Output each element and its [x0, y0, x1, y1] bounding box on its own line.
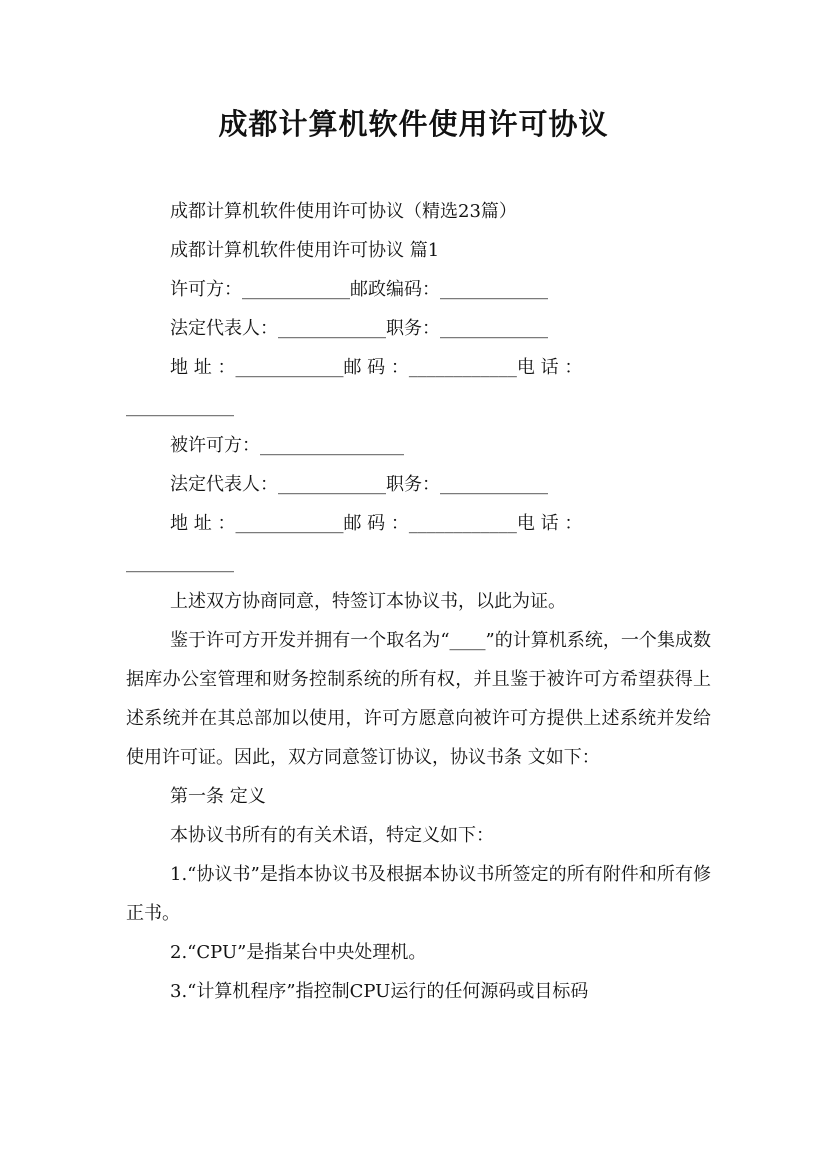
licensee-phone-blank: ____________ [126, 552, 234, 573]
document-body [126, 192, 711, 1011]
licensor-line: 许可方：____________邮政编码：____________ [170, 279, 548, 300]
licensor-address-line: 地 址 ：____________邮 码 ：____________电 话 ： [170, 357, 583, 378]
definition-item-3: 3.“计算机程序”指控制CPU运行的任何源码或目标码 [170, 981, 589, 1002]
licensee-representative-line: 法定代表人：____________职务：____________ [170, 474, 548, 495]
definition-item-2: 2.“CPU”是指某台中央处理机。 [170, 942, 427, 963]
paragraph-agreement-statement: 上述双方协商同意，特签订本协议书，以此为证。 [170, 591, 566, 612]
paragraph-chapter-heading: 成都计算机软件使用许可协议 篇1 [170, 240, 440, 261]
licensee-address-line: 地 址 ：____________邮 码 ：____________电 话 ： [170, 513, 583, 534]
article-heading: 第一条 定义 [170, 786, 266, 807]
definition-item-1: 1.“协议书”是指本协议书及根据本协议书所签定的所有附件和所有修正书。 [126, 864, 711, 924]
paragraph-recital: 鉴于许可方开发并拥有一个取名为“____”的计算机系统，一个集成数据库办公室管理和财务控制系统的所有权，并且鉴于被许可方希望获得上述系统并在其总部加以使用，许可方愿意向被许可方提供上述系统并发给使用许可证。因此，双方同意签订协议，协议书条 文如下： [126, 630, 711, 768]
paragraph-definitions-intro: 本协议书所有的有关术语，特定义如下： [170, 825, 494, 846]
document-title: 成都计算机软件使用许可协议 [218, 107, 609, 141]
licensee-line: 被许可方：________________ [170, 435, 404, 456]
licensor-representative-line: 法定代表人：____________职务：____________ [170, 318, 548, 339]
paragraph-subtitle: 成都计算机软件使用许可协议（精选23篇） [170, 201, 517, 222]
licensor-phone-blank: ____________ [126, 396, 234, 417]
